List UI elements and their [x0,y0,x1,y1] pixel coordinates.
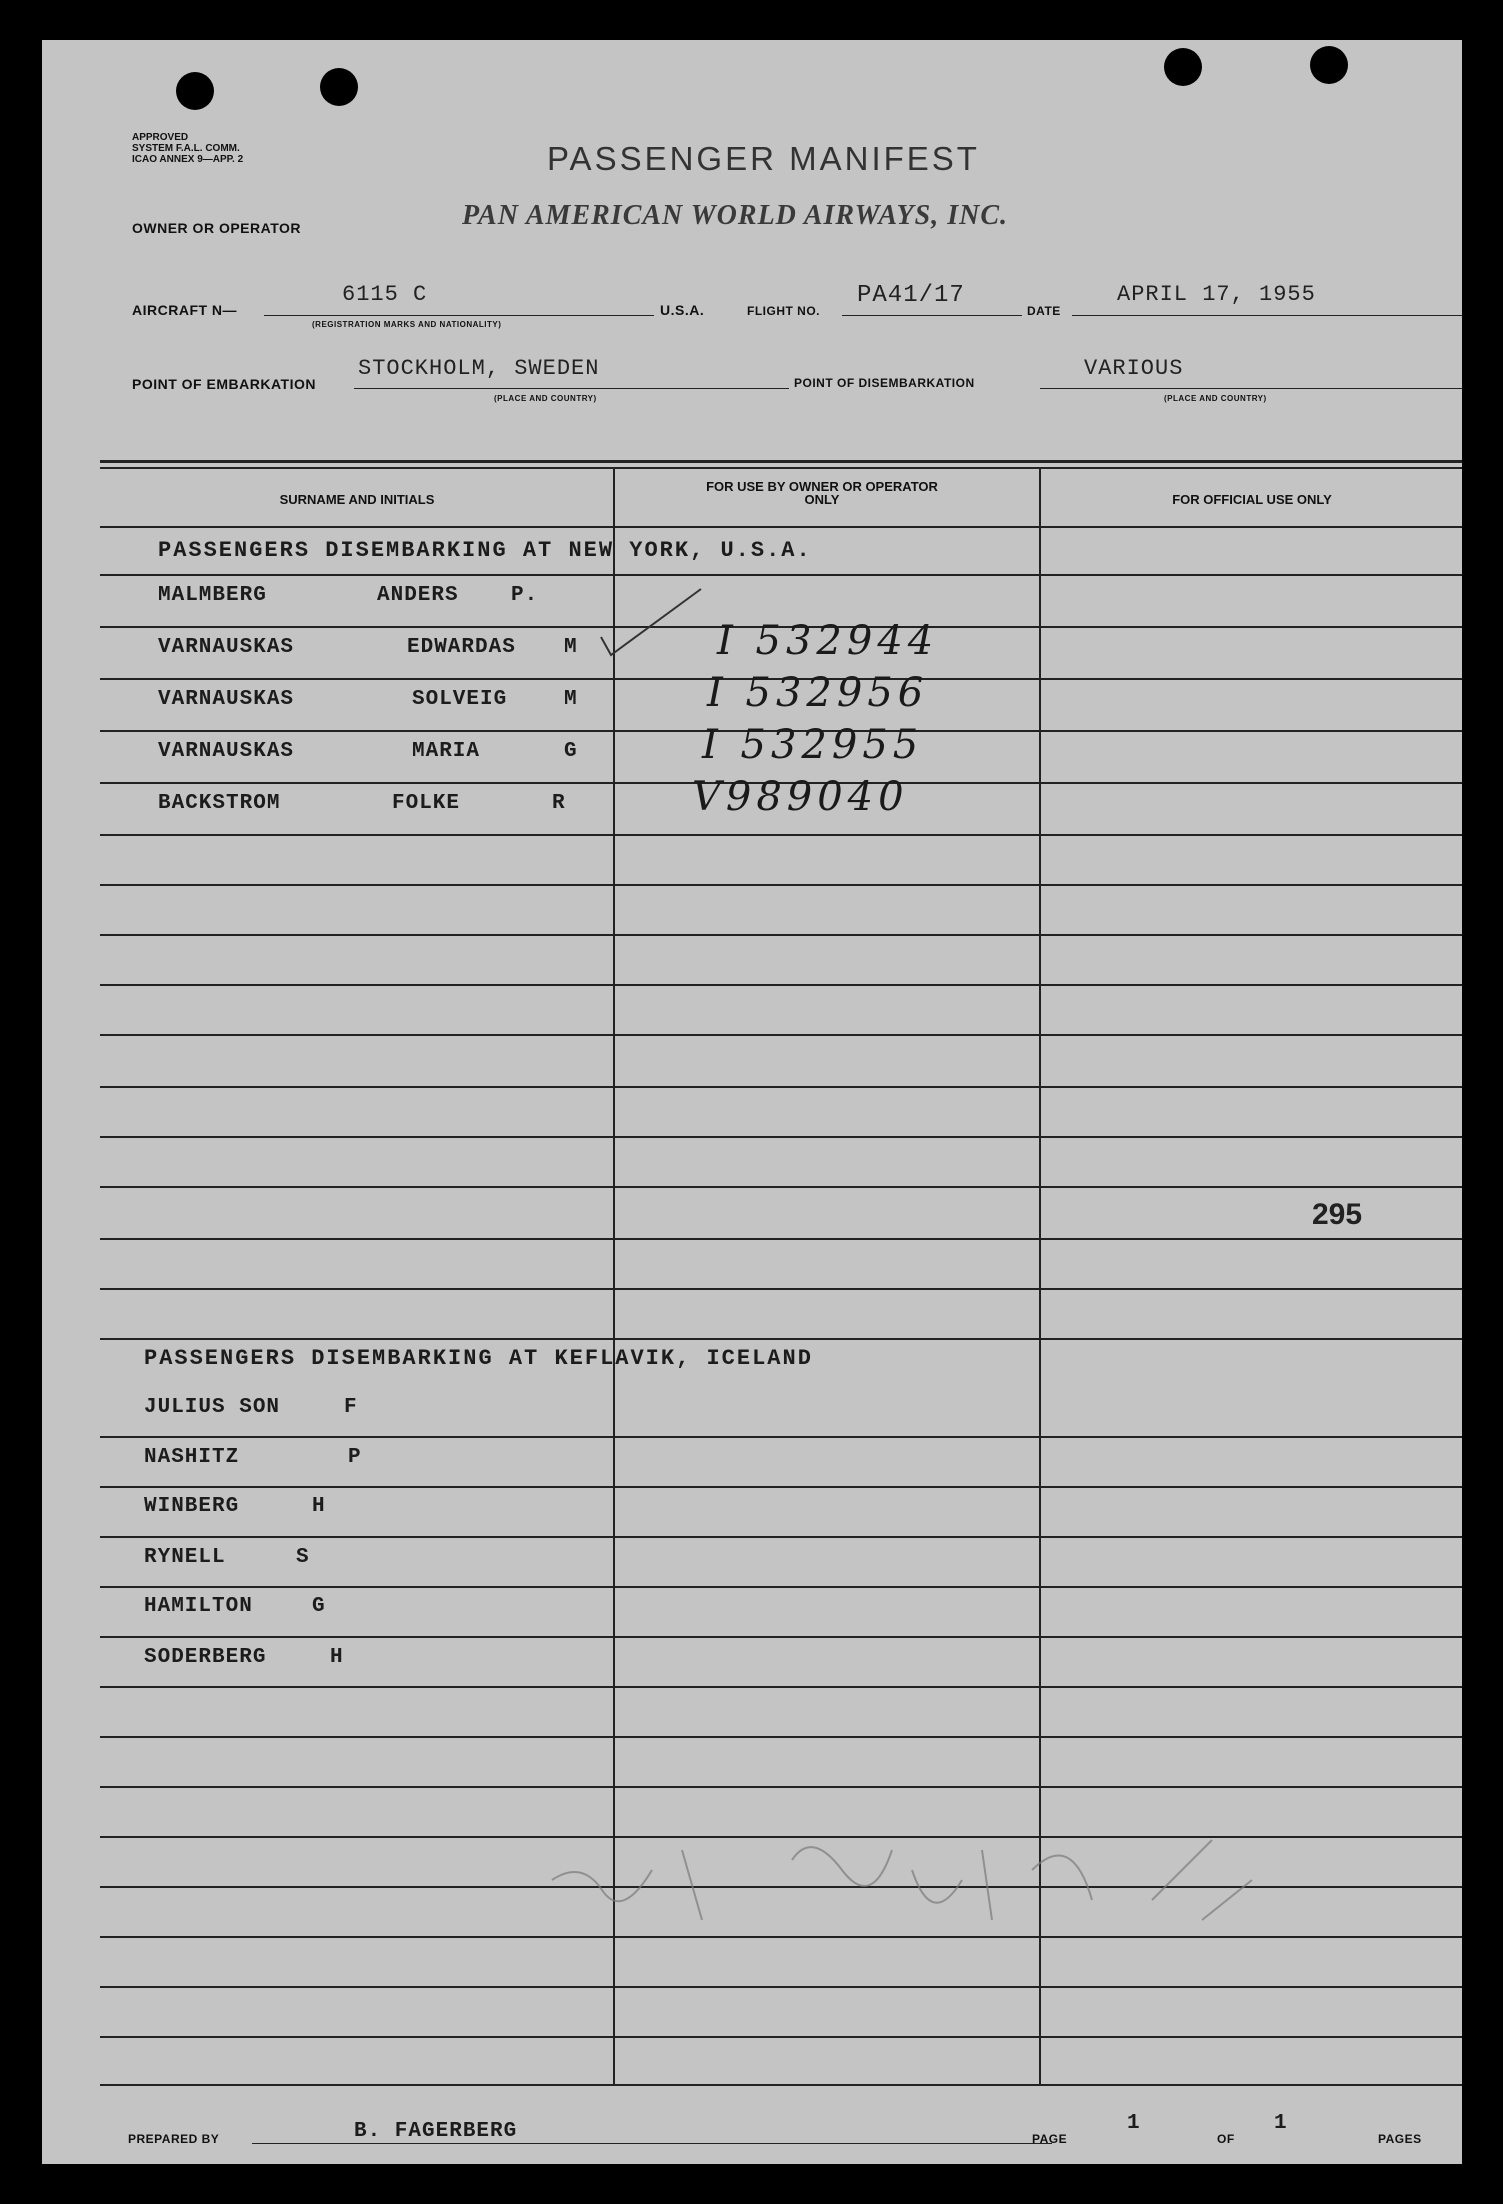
prepared-by-underline [252,2143,1052,2144]
passenger-surname: SODERBERG [144,1646,267,1669]
row-rule [100,1986,1462,1988]
row-rule [100,1436,1462,1438]
passenger-initial: H [312,1495,326,1518]
row-rule [100,1636,1462,1638]
passenger-initial: R [552,792,566,815]
passenger-given-name: ANDERS [377,584,459,607]
row-rule [100,526,1462,528]
passenger-initial: G [564,740,578,763]
passenger-initial: M [564,688,578,711]
row-rule [100,1034,1462,1036]
passenger-initial: H [330,1646,344,1669]
usa-label: U.S.A. [660,302,705,318]
embarkation-value: STOCKHOLM, SWEDEN [358,356,600,381]
row-rule [100,1288,1462,1290]
passenger-initial: G [312,1595,326,1618]
row-rule [100,934,1462,936]
punch-hole [176,72,214,110]
row-rule [100,1786,1462,1788]
total-pages: 1 [1274,2112,1288,2135]
row-rule [100,574,1462,576]
column-header-official-use: FOR OFFICIAL USE ONLY [1172,492,1332,507]
punch-hole [320,68,358,106]
passenger-initial: S [296,1546,310,1569]
passenger-surname: VARNAUSKAS [158,636,295,659]
passenger-surname: WINBERG [144,1495,240,1518]
disembarkation-label: POINT OF DISEMBARKATION [794,376,975,390]
passenger-surname: VARNAUSKAS [158,740,295,763]
passenger-initial: M [564,636,578,659]
passenger-surname: MALMBERG [158,584,267,607]
operator-name: PAN AMERICAN WORLD AIRWAYS, INC. [462,200,1009,231]
manifest-sheet [42,40,1462,2164]
table-top-rule [100,467,1462,469]
row-rule [100,2036,1462,2038]
handwritten-document-number: I 532944 [717,618,939,664]
row-rule [100,984,1462,986]
document-title: PASSENGER MANIFEST [547,140,980,177]
date-value: APRIL 17, 1955 [1117,282,1316,307]
page-label: PAGE [1032,2132,1068,2146]
table-top-rule [100,460,1462,463]
passenger-surname: NASHITZ [144,1446,240,1469]
disembarkation-caption: (PLACE AND COUNTRY) [1164,394,1267,403]
date-underline [1072,315,1462,316]
aircraft-label: AIRCRAFT N— [132,302,238,318]
aircraft-caption: (REGISTRATION MARKS AND NATIONALITY) [312,320,502,329]
section-heading-new-york: PASSENGERS DISEMBARKING AT NEW YORK, U.S.A. [158,538,812,563]
row-rule [100,1486,1462,1488]
embarkation-underline [354,388,789,389]
row-rule [100,1238,1462,1240]
flight-value: PA41/17 [857,282,965,309]
passenger-surname: JULIUS SON [144,1396,281,1419]
handwritten-check-mark [597,585,707,665]
punch-hole [1310,46,1348,84]
handwritten-document-number: I 532956 [707,670,929,716]
passenger-surname: RYNELL [144,1546,226,1569]
passenger-initial: P. [511,584,539,607]
row-rule [100,1686,1462,1688]
column-header-surname: SURNAME AND INITIALS [279,492,435,507]
date-label: DATE [1027,304,1061,318]
row-rule [100,2084,1462,2086]
disembarkation-underline [1040,388,1462,389]
owner-label: OWNER OR OPERATOR [132,220,301,236]
page-number: 1 [1127,2112,1141,2135]
column-header-owner-use: FOR USE BY OWNER OR OPERATOR ONLY [706,479,938,507]
passenger-surname: HAMILTON [144,1595,253,1618]
flight-label: FLIGHT NO. [747,304,820,318]
handwritten-document-number: V989040 [692,774,909,820]
punch-hole [1164,48,1202,86]
prepared-by-value: B. FAGERBERG [354,2120,518,2143]
handwritten-document-number: I 532955 [702,722,924,768]
aircraft-underline [264,315,654,316]
row-rule [100,884,1462,886]
section-heading-keflavik: PASSENGERS DISEMBARKING AT KEFLAVIK, ICELAND [144,1346,813,1371]
pages-label: PAGES [1378,2132,1422,2146]
row-rule [100,1136,1462,1138]
aircraft-value: 6115 C [342,282,428,307]
passenger-surname: BACKSTROM [158,792,281,815]
flight-underline [842,315,1022,316]
passenger-given-name: MARIA [412,740,481,763]
row-rule [100,1586,1462,1588]
row-rule [100,834,1462,836]
passenger-given-name: EDWARDAS [407,636,516,659]
passenger-initial: F [344,1396,358,1419]
embarkation-label: POINT OF EMBARKATION [132,376,316,392]
passenger-surname: VARNAUSKAS [158,688,295,711]
passenger-given-name: FOLKE [392,792,461,815]
faint-handwriting-bleed [512,1810,1272,1970]
approval-note: APPROVED SYSTEM F.A.L. COMM. ICAO ANNEX 9—APP. 2 [132,132,244,165]
disembarkation-value: VARIOUS [1084,356,1184,381]
prepared-by-label: PREPARED BY [128,2132,220,2146]
passenger-initial: P [348,1446,362,1469]
row-rule [100,1536,1462,1538]
of-label: OF [1217,2132,1235,2146]
row-rule [100,1086,1462,1088]
row-rule [100,1186,1462,1188]
embarkation-caption: (PLACE AND COUNTRY) [494,394,597,403]
passenger-given-name: SOLVEIG [412,688,508,711]
row-rule [100,1338,1462,1340]
row-rule [100,1736,1462,1738]
stamp-number: 295 [1312,1198,1363,1231]
